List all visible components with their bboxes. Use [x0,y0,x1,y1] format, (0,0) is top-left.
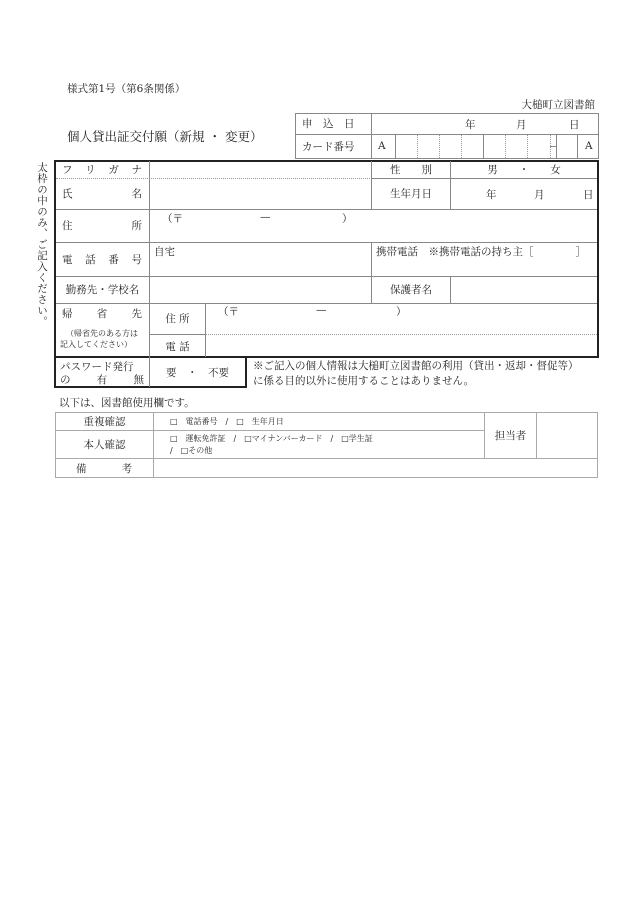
date-day-label: 日 [569,119,580,131]
application-date-label: 申 込 日 [302,118,355,130]
furigana-input[interactable] [150,161,371,178]
address-input[interactable]: （〒 — ） [162,211,353,225]
staff-in-charge-input[interactable] [537,413,597,458]
hometown-phone-label: 電 話 [165,340,190,353]
gender-label: 性 別 [390,164,432,176]
birthdate-label: 生年月日 [390,188,432,200]
card-number-label: カード番号 [302,141,355,153]
hometown-note-1: （帰省先のある方は [66,329,138,338]
guardian-label: 保護者名 [390,284,432,296]
remarks-label: 備 考 [76,462,132,475]
identity-check-label: 本人確認 [83,439,126,451]
identity-check-options-1[interactable]: □ 運転免許証 / □マイナンバーカード / □学生証 [170,434,373,443]
form-number: 様式第1号（第6条関係） [67,83,186,95]
card-suffix: A [585,140,593,152]
phone-label: 電 話 番 号 [62,253,142,266]
password-options[interactable]: 要 ・ 不要 [166,366,229,379]
hometown-address-input[interactable]: （〒 — ） [218,304,407,318]
hometown-label: 帰 省 先 [62,307,142,320]
home-phone-input[interactable]: 自宅 [154,246,175,258]
staff-in-charge-label: 担当者 [494,430,527,442]
birthdate-input[interactable]: 年 月 日 [486,189,594,201]
duplicate-check-options[interactable]: □ 電話番号 / □ 生年月日 [170,417,284,426]
staff-section-intro: 以下は、図書館使用欄です。 [59,397,195,409]
password-label-1: パスワード発行 [60,361,134,373]
hometown-phone-input[interactable] [206,335,597,357]
mobile-phone-input[interactable]: 携帯電話 ※携帯電話の持ち主［ ］ [376,246,586,258]
remarks-input[interactable] [154,459,597,477]
form-title: 個人貸出証交付願（新規 ・ 変更） [67,129,263,144]
date-year-label: 年 [465,119,476,131]
card-number-field[interactable] [372,135,598,158]
duplicate-check-label: 重複確認 [83,416,126,428]
password-label-2: の 有 無 [60,373,144,386]
privacy-note-line-2: に係る目的以外に使用することはありません。 [253,375,475,387]
card-prefix: A [378,140,386,152]
guardian-input[interactable] [451,276,597,303]
identity-check-options-2[interactable]: / □その他 [170,446,213,455]
gender-options[interactable]: 男 ・ 女 [487,164,561,176]
privacy-note-line-1: ※ご記入の個人情報は大槌町立図書館の利用（貸出・返却・督促等） [253,360,579,372]
address-label: 住 所 [62,220,142,232]
application-date-field[interactable] [372,113,598,134]
side-instruction: 太枠の中のみ、ご記入ください。 [36,162,48,327]
furigana-label: フ リ ガ ナ [62,164,142,176]
name-label: 氏 名 [62,188,142,200]
library-name: 大槌町立図書館 [521,99,595,111]
workplace-input[interactable] [150,276,371,303]
hometown-address-label: 住 所 [165,313,190,325]
workplace-label: 勤務先・学校名 [65,284,140,296]
name-input[interactable] [150,178,371,209]
date-month-label: 月 [516,119,527,131]
hometown-note-2: 記入してください） [60,340,132,349]
